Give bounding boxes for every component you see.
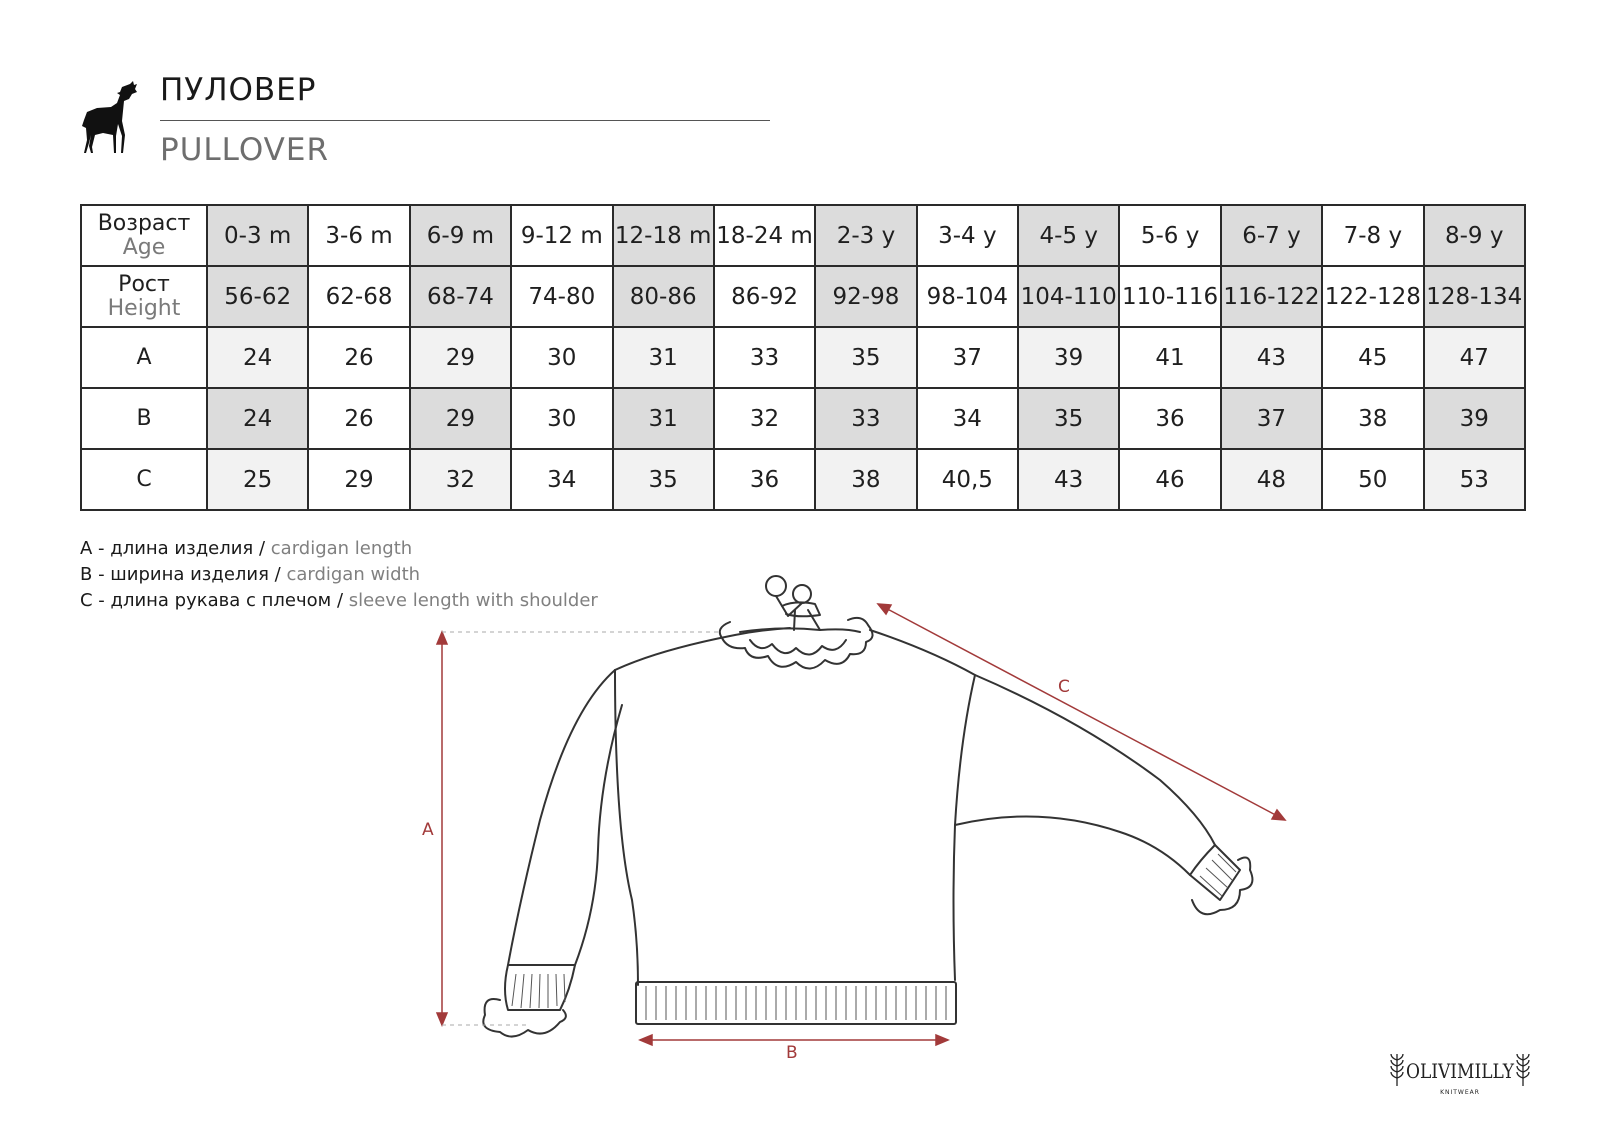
age-cell: 6-9 m bbox=[410, 205, 511, 266]
value-cell: 29 bbox=[410, 388, 511, 449]
pullover-outline bbox=[483, 576, 1252, 1037]
value-cell: 30 bbox=[511, 327, 612, 388]
value-cell: 35 bbox=[1018, 388, 1119, 449]
height-header-cell bbox=[81, 266, 207, 327]
height-cell: 74-80 bbox=[511, 266, 612, 327]
height-cell: 92-98 bbox=[815, 266, 916, 327]
legend-c-en: sleeve length with shoulder bbox=[348, 590, 598, 611]
arrow-b-head-right bbox=[936, 1035, 948, 1045]
arrow-b-head-left bbox=[640, 1035, 652, 1045]
legend-a-ru: A - длина изделия bbox=[80, 538, 254, 559]
age-cell: 0-3 m bbox=[207, 205, 308, 266]
value-cell: 30 bbox=[511, 388, 612, 449]
height-label-en: Height bbox=[107, 295, 181, 321]
diagram-label-b: B bbox=[786, 1043, 798, 1063]
value-cell: 32 bbox=[714, 388, 815, 449]
value-cell: 45 bbox=[1322, 327, 1423, 388]
height-cell: 110-116 bbox=[1119, 266, 1220, 327]
value-cell: 38 bbox=[1322, 388, 1423, 449]
age-cell: 3-6 m bbox=[308, 205, 409, 266]
legend-item-c: C - длина рукава с плечом / sleeve length with shoulder bbox=[80, 590, 598, 611]
value-cell: 29 bbox=[410, 327, 511, 388]
value-cell: 29 bbox=[308, 449, 409, 510]
measure-row-b bbox=[81, 388, 1525, 449]
page-title-ru: ПУЛОВЕР bbox=[160, 72, 317, 108]
value-cell: 43 bbox=[1018, 449, 1119, 510]
wheat-right-icon bbox=[1517, 1054, 1529, 1086]
arrow-a-head-top bbox=[437, 632, 447, 644]
height-cell: 62-68 bbox=[308, 266, 409, 327]
legend-b-ru: B - ширина изделия bbox=[80, 564, 269, 585]
value-cell: 24 bbox=[207, 388, 308, 449]
value-cell: 32 bbox=[410, 449, 511, 510]
diagram-label-a: A bbox=[422, 820, 434, 840]
value-cell: 50 bbox=[1322, 449, 1423, 510]
height-cell: 68-74 bbox=[410, 266, 511, 327]
value-cell: 31 bbox=[613, 388, 714, 449]
age-cell: 12-18 m bbox=[613, 205, 714, 266]
arrow-c-head-end bbox=[1272, 810, 1285, 820]
height-cell: 104-110 bbox=[1018, 266, 1119, 327]
value-cell: 37 bbox=[917, 327, 1018, 388]
diagram-label-c: C bbox=[1058, 677, 1070, 697]
page-title-en: PULLOVER bbox=[160, 132, 330, 168]
age-cell: 2-3 y bbox=[815, 205, 916, 266]
height-cell: 86-92 bbox=[714, 266, 815, 327]
value-cell: 35 bbox=[613, 449, 714, 510]
row-label-a: A bbox=[81, 327, 207, 388]
measure-row-c bbox=[81, 449, 1525, 510]
value-cell: 37 bbox=[1221, 388, 1322, 449]
value-cell: 34 bbox=[511, 449, 612, 510]
value-cell: 47 bbox=[1424, 327, 1526, 388]
value-cell: 43 bbox=[1221, 327, 1322, 388]
age-cell: 7-8 y bbox=[1322, 205, 1423, 266]
height-cell: 80-86 bbox=[613, 266, 714, 327]
legend-c-ru: C - длина рукава с плечом bbox=[80, 590, 332, 611]
age-cell: 8-9 y bbox=[1424, 205, 1526, 266]
deer-logo-icon bbox=[78, 80, 140, 160]
pullover-diagram bbox=[400, 570, 1320, 1100]
measure-row-a bbox=[81, 327, 1525, 388]
value-cell: 39 bbox=[1424, 388, 1526, 449]
height-cell: 56-62 bbox=[207, 266, 308, 327]
value-cell: 36 bbox=[714, 449, 815, 510]
age-cell: 18-24 m bbox=[714, 205, 815, 266]
value-cell: 31 bbox=[613, 327, 714, 388]
title-divider bbox=[160, 120, 770, 121]
age-cell: 3-4 y bbox=[917, 205, 1018, 266]
value-cell: 39 bbox=[1018, 327, 1119, 388]
value-cell: 25 bbox=[207, 449, 308, 510]
age-header-cell bbox=[81, 205, 207, 266]
age-row bbox=[81, 205, 1525, 266]
row-label-b: B bbox=[81, 388, 207, 449]
age-cell: 9-12 m bbox=[511, 205, 612, 266]
value-cell: 36 bbox=[1119, 388, 1220, 449]
legend-b-en: cardigan width bbox=[286, 564, 421, 585]
height-cell: 98-104 bbox=[917, 266, 1018, 327]
value-cell: 40,5 bbox=[917, 449, 1018, 510]
age-cell: 6-7 y bbox=[1221, 205, 1322, 266]
olivimilly-logo bbox=[1385, 1050, 1535, 1100]
value-cell: 33 bbox=[815, 388, 916, 449]
height-cell: 122-128 bbox=[1322, 266, 1423, 327]
legend-item-b: B - ширина изделия / cardigan width bbox=[80, 564, 421, 585]
brand-name: OLIVIMILLY bbox=[1406, 1059, 1515, 1083]
size-table bbox=[80, 204, 1526, 511]
wheat-left-icon bbox=[1391, 1054, 1403, 1086]
brand-tagline: KNITWEAR bbox=[1440, 1089, 1480, 1096]
row-label-c: C bbox=[81, 449, 207, 510]
hem-ribbing bbox=[512, 854, 1236, 1020]
value-cell: 38 bbox=[815, 449, 916, 510]
age-label-ru: Возраст bbox=[97, 210, 191, 236]
dashed-guides bbox=[442, 632, 720, 1025]
age-label-en: Age bbox=[122, 234, 166, 260]
value-cell: 33 bbox=[714, 327, 815, 388]
height-cell: 128-134 bbox=[1424, 266, 1526, 327]
arrow-c bbox=[878, 604, 1285, 820]
value-cell: 26 bbox=[308, 388, 409, 449]
value-cell: 53 bbox=[1424, 449, 1526, 510]
arrow-a-head-bottom bbox=[437, 1013, 447, 1025]
legend-item-a: A - длина изделия / cardigan length bbox=[80, 538, 413, 559]
height-row bbox=[81, 266, 1525, 327]
height-cell: 116-122 bbox=[1221, 266, 1322, 327]
value-cell: 24 bbox=[207, 327, 308, 388]
value-cell: 48 bbox=[1221, 449, 1322, 510]
height-label-ru: Рост bbox=[118, 271, 170, 297]
age-cell: 5-6 y bbox=[1119, 205, 1220, 266]
value-cell: 46 bbox=[1119, 449, 1220, 510]
legend-a-en: cardigan length bbox=[270, 538, 413, 559]
value-cell: 34 bbox=[917, 388, 1018, 449]
value-cell: 35 bbox=[815, 327, 916, 388]
arrow-c-head-start bbox=[878, 604, 891, 614]
age-cell: 4-5 y bbox=[1018, 205, 1119, 266]
value-cell: 26 bbox=[308, 327, 409, 388]
value-cell: 41 bbox=[1119, 327, 1220, 388]
